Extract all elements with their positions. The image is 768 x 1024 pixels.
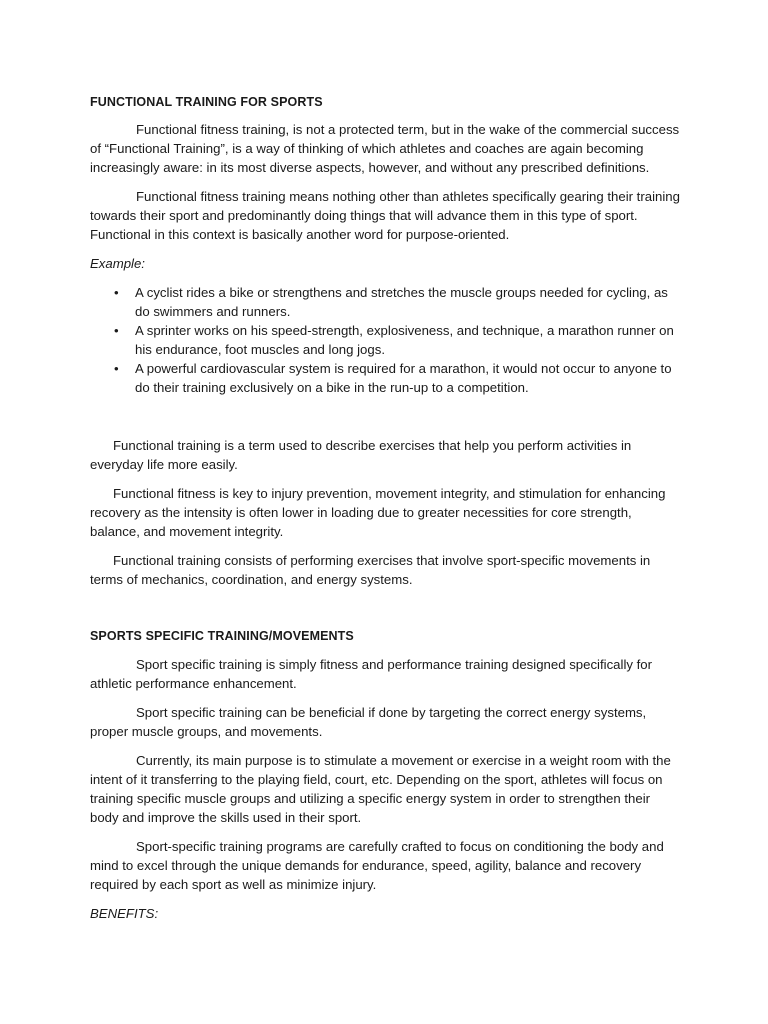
bullet-icon: • (114, 323, 119, 338)
bullet-icon: • (114, 285, 119, 300)
paragraph: Functional fitness training means nothing other than athletes specifically gearing their training towards their sport and predominantly doing things that will advance them in this type of sport. Functional in this context is basically another word for purpose-oriented. (90, 189, 680, 242)
bullet-icon: • (114, 361, 119, 376)
list-item-text: A cyclist rides a bike or strengthens and stretches the muscle groups needed for cycling, as do swimmers and runners. (135, 285, 668, 319)
list-item-text: A sprinter works on his speed-strength, explosiveness, and technique, a marathon runner on his endurance, foot muscles and long jogs. (135, 323, 674, 357)
list-item (90, 321, 682, 359)
list-item (90, 283, 682, 321)
list-item-text: A powerful cardiovascular system is required for a marathon, it would not occur to anyone to do their training exclusively on a bike in the run-up to a competition. (135, 361, 672, 395)
paragraph: Functional fitness training, is not a protected term, but in the wake of the commercial success of “Functional Training”, is a way of thinking of which athletes and coaches are again becoming increasingly aware: in its most diverse aspects, however, and without any prescribed definitions. (90, 122, 680, 175)
paragraph: Functional fitness is key to injury prevention, movement integrity, and stimulation for enhancing recovery as the intensity is often lower in loading due to greater necessities for core strength, balance, and movement integrity. (90, 486, 666, 539)
paragraph: Sport-specific training programs are carefully crafted to focus on conditioning the body and mind to excel through the unique demands for endurance, speed, agility, balance and recovery required by each sport as well as minimize injury. (90, 839, 664, 892)
example-label: Example: (90, 256, 145, 271)
section-heading-functional-training: FUNCTIONAL TRAINING FOR SPORTS (90, 95, 323, 109)
paragraph: Sport specific training can be beneficial if done by targeting the correct energy systems, proper muscle groups, and movements. (90, 705, 647, 739)
example-list (90, 283, 682, 397)
document-body (90, 93, 682, 923)
benefits-label: BENEFITS: (90, 906, 159, 921)
paragraph: Currently, its main purpose is to stimulate a movement or exercise in a weight room with the intent of it transferring to the playing field, court, etc. Depending on the sport, athletes will focus on training specific muscle groups and utilizing a specific energy system in order to strengthen their body and improve the skills used in their sport. (90, 753, 671, 825)
paragraph: Sport specific training is simply fitness and performance training designed specifically for athletic performance enhancement. (90, 657, 653, 691)
paragraph: Functional training is a term used to describe exercises that help you perform activities in everyday life more easily. (90, 438, 632, 472)
section-heading-sports-specific: SPORTS SPECIFIC TRAINING/MOVEMENTS (90, 629, 354, 643)
paragraph: Functional training consists of performing exercises that involve sport-specific movements in terms of mechanics, coordination, and energy systems. (90, 553, 651, 587)
list-item (90, 359, 682, 397)
